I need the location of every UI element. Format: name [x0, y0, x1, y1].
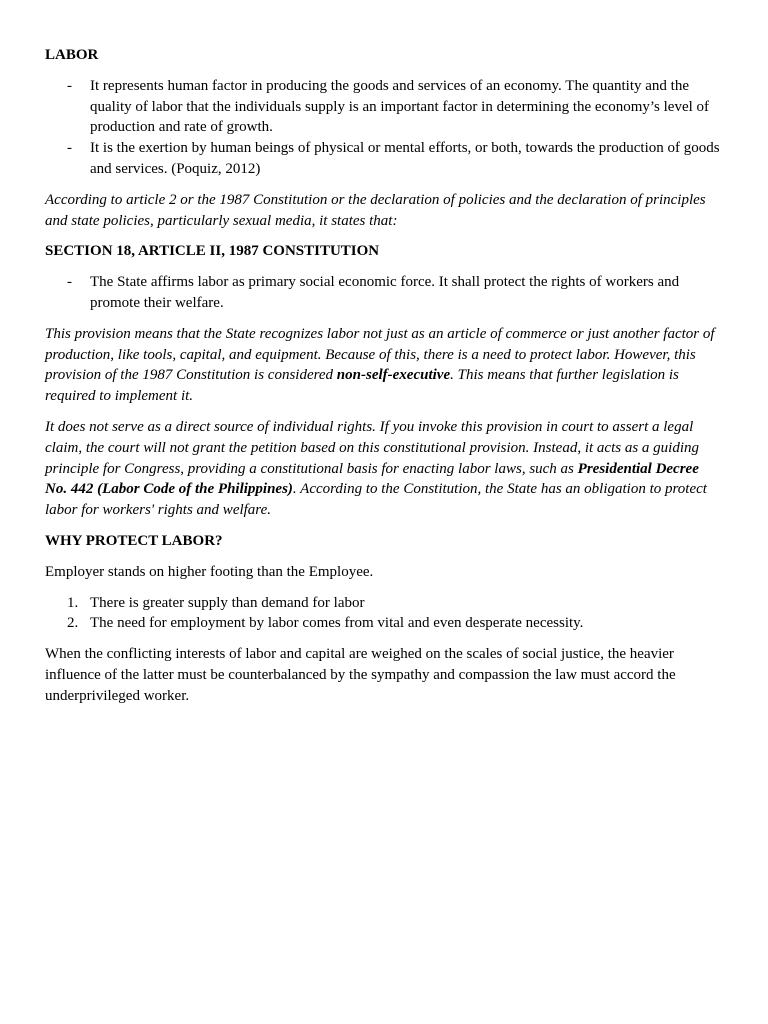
list-item — [45, 138, 724, 180]
social-justice-paragraph: When the conflicting interests of labor and capital are weighed on the scales of social justice, the heavier influence of the latter must be counterbalanced by the sympathy and compassion the law must accord the underprivileged worker. — [45, 646, 676, 704]
paragraph-text: . According to the Constitution, the State has an obligation to protect labor for workers' rights and welfare. — [45, 481, 707, 519]
provision-meaning-paragraph — [45, 324, 724, 407]
heading-why-protect-labor: WHY PROTECT LABOR? — [45, 532, 223, 549]
labor-bullet-list — [45, 76, 724, 180]
paragraph-text: It does not serve as a direct source of individual rights. If you invoke this provision in court to assert a legal claim, the court will not grant the petition based on this constitutional provision. Instead, it acts as a guiding principle for Congress, providing a constitutional basis for enacting labor laws, such as — [45, 418, 700, 477]
bullet-marker: - — [67, 140, 72, 157]
heading-labor: LABOR — [45, 47, 99, 63]
list-item-text: The State affirms labor as primary social economic force. It shall protect the rights of workers and promote their welfare. — [90, 274, 680, 311]
bullet-marker: - — [67, 77, 72, 94]
list-item-text: It is the exertion by human beings of physical or mental efforts, or both, towards the production of goods and services. (Poquiz, 2012) — [90, 140, 720, 177]
reasons-numbered-list — [45, 593, 724, 635]
list-item — [45, 76, 724, 138]
paragraph-text: This provision means that the State recognizes labor not just as an article of commerce or just another factor of production, like tools, capital, and equipment. Because of this, there is a need to protect labor. However, this provision of the 1987 Constitution is considered — [45, 325, 715, 384]
list-item-text: The need for employment by labor comes from vital and even desperate necessity. — [90, 615, 584, 632]
heading-section-18: SECTION 18, ARTICLE II, 1987 CONSTITUTION — [45, 243, 380, 260]
bold-term-non-self-executive: non-self-executive — [336, 367, 451, 384]
bold-term-labor-code: Presidential Decree No. 442 (Labor Code of the Philippines) — [45, 460, 699, 498]
list-item — [45, 272, 724, 314]
number-marker: 1. — [67, 594, 79, 611]
number-marker: 2. — [67, 615, 79, 632]
article-intro-paragraph: According to article 2 or the 1987 Constitution or the declaration of policies and the declaration of principles and state policies, particularly sexual media, it states that: — [45, 191, 706, 229]
paragraph-text: . This means that further legislation is required to implement it. — [45, 367, 679, 405]
list-item-text: It represents human factor in producing the goods and services of an economy. The quantity and the quality of labor that the individuals supply is an important factor in determining the economy’s level of production and rate of growth. — [90, 77, 710, 136]
list-item — [45, 613, 724, 634]
list-item-text: There is greater supply than demand for labor — [90, 594, 365, 611]
list-item — [45, 593, 724, 614]
employer-footing-paragraph: Employer stands on higher footing than the Employee. — [45, 563, 374, 580]
bullet-marker: - — [67, 274, 72, 291]
constitution-bullet-list — [45, 272, 724, 314]
guiding-principle-paragraph — [45, 417, 724, 521]
